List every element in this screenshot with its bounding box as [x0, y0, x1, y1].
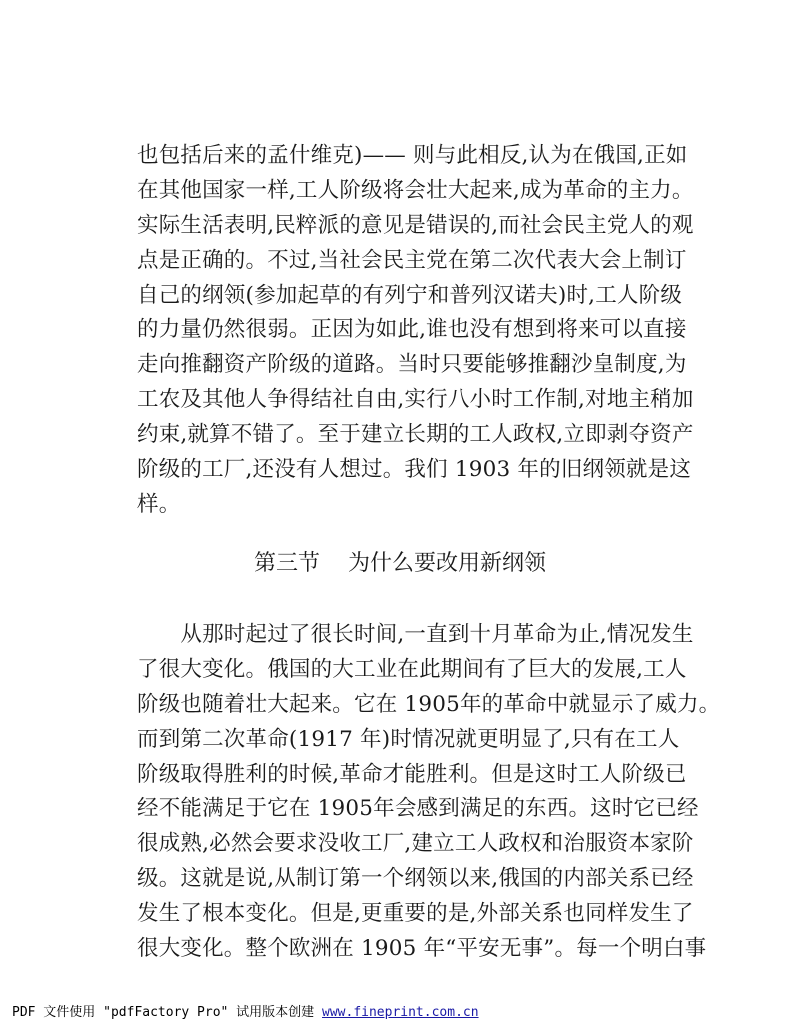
- text-line: 也包括后来的孟什维克)—— 则与此相反,认为在俄国,正如: [137, 143, 688, 168]
- text-line: 从那时起过了很长时间,一直到十月革命为止,情况发生: [137, 622, 694, 647]
- footer-text: PDF 文件使用 "pdfFactory Pro" 试用版本创建: [12, 1005, 323, 1020]
- text-line: 走向推翻资产阶级的道路。当时只要能够推翻沙皇制度,为: [137, 352, 687, 378]
- text-line: 很成熟,必然会要求没收工厂,建立工人政权和治服资本家阶: [137, 831, 694, 857]
- text-line: 发生了根本变化。但是,更重要的是,外部关系也同样发生了: [137, 901, 694, 927]
- text-line: 级。这就是说,从制订第一个纲领以来,俄国的内部关系已经: [137, 866, 694, 892]
- text-line: 而到第二次革命(1917 年)时情况就更明显了,只有在工人: [137, 726, 680, 752]
- text-line: 了很大变化。俄国的大工业在此期间有了巨大的发展,工人: [137, 656, 687, 682]
- text-line: 样。: [137, 491, 181, 517]
- text-line: 的力量仍然很弱。正因为如此,谁也没有想到将来可以直接: [137, 317, 687, 343]
- paragraph-2: [137, 618, 721, 967]
- text-line: 阶级也随着壮大起来。它在 1905年的革命中就显示了威力。: [137, 691, 721, 717]
- paragraph-1: [137, 139, 694, 523]
- text-line: 约束,就算不错了。至于建立长期的工人政权,立即剥夺资产: [137, 422, 694, 448]
- footer-link[interactable]: www.fineprint.com.cn: [322, 1005, 479, 1020]
- text-line: 阶级的工厂,还没有人想过。我们 1903 年的旧纲领就是这: [137, 457, 692, 483]
- section-heading: [0, 548, 800, 580]
- section-title: 为什么要改用新纲领: [348, 551, 547, 576]
- pdf-footer: [12, 1004, 479, 1022]
- text-line: 工农及其他人争得结社自由,实行八小时工作制,对地主稍加: [137, 387, 694, 413]
- text-line: 很大变化。整个欧洲在 1905 年“平安无事”。每一个明白事: [137, 936, 707, 962]
- text-line: 阶级取得胜利的时候,革命才能胜利。但是这时工人阶级已: [137, 761, 687, 787]
- text-line: 在其他国家一样,工人阶级将会壮大起来,成为革命的主力。: [137, 177, 694, 203]
- text-line: 实际生活表明,民粹派的意见是错误的,而社会民主党人的观: [137, 212, 694, 238]
- section-number: 第三节: [253, 551, 320, 576]
- text-line: 点是正确的。不过,当社会民主党在第二次代表大会上制订: [137, 247, 687, 273]
- text-line: 经不能满足于它在 1905年会感到满足的东西。这时它已经: [137, 796, 699, 822]
- text-line: 自己的纲领(参加起草的有列宁和普列汉诺夫)时,工人阶级: [137, 282, 683, 308]
